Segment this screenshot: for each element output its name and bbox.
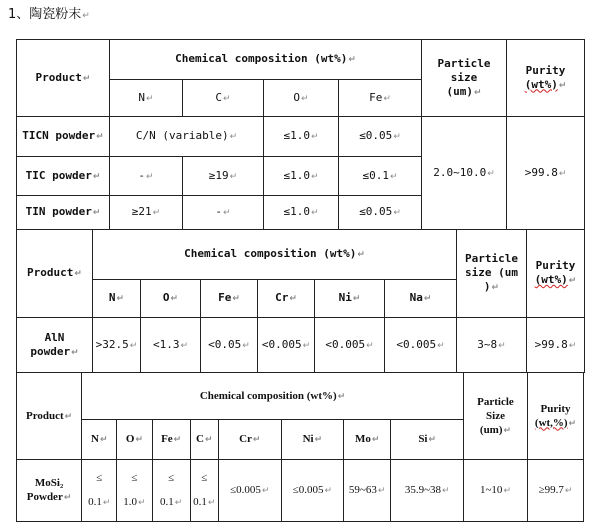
col-cr: Cr↵ bbox=[258, 280, 315, 318]
col-fe: Fe↵ bbox=[339, 80, 422, 117]
ticn-fe-value: ≤0.05↵ bbox=[339, 117, 422, 157]
mosi2-ni-value: ≤0.005↵ bbox=[281, 460, 343, 522]
mosi2-mo-value: 59~63↵ bbox=[343, 460, 391, 522]
tin-n-value: ≥21↵ bbox=[110, 196, 183, 230]
col-n: N↵ bbox=[93, 280, 141, 318]
section-heading bbox=[8, 3, 90, 22]
particle-size-value: 2.0~10.0↵ bbox=[422, 117, 507, 230]
purity-header: Purity (wt%)↵ bbox=[527, 230, 585, 318]
purity-value: >99.8↵ bbox=[507, 117, 585, 230]
col-si: Si↵ bbox=[391, 420, 463, 460]
product-header: Product↵ bbox=[17, 373, 82, 460]
col-ni: Ni↵ bbox=[281, 420, 343, 460]
product-tic: TIC powder↵ bbox=[17, 157, 110, 196]
aln-fe-value: <0.05↵ bbox=[201, 318, 258, 373]
ticn-nc-value: C/N (variable)↵ bbox=[110, 117, 264, 157]
mosi2-n-value: ≤ 0.1↵ bbox=[82, 460, 117, 522]
mosi2-c-value: ≤ 0.1↵ bbox=[190, 460, 218, 522]
chem-composition-header: Chemical composition (wt%)↵ bbox=[110, 40, 422, 80]
tic-n-value: -↵ bbox=[110, 157, 183, 196]
col-c: C↵ bbox=[190, 420, 218, 460]
mosi2-si-value: 35.9~38↵ bbox=[391, 460, 463, 522]
col-fe: Fe↵ bbox=[152, 420, 190, 460]
col-cr: Cr↵ bbox=[218, 420, 281, 460]
tin-c-value: -↵ bbox=[183, 196, 264, 230]
aln-particle-value: 3~8↵ bbox=[457, 318, 527, 373]
product-aln: AlN powder↵ bbox=[17, 318, 93, 373]
col-fe: Fe↵ bbox=[201, 280, 258, 318]
aln-ni-value: <0.005↵ bbox=[315, 318, 385, 373]
mosi2-cr-value: ≤0.005↵ bbox=[218, 460, 281, 522]
aln-purity-value: >99.8↵ bbox=[527, 318, 585, 373]
aln-na-value: <0.005↵ bbox=[385, 318, 457, 373]
tic-c-value: ≥19↵ bbox=[183, 157, 264, 196]
product-ticn: TICN powder↵ bbox=[17, 117, 110, 157]
purity-header: Purity (wt%)↵ bbox=[507, 40, 585, 117]
particle-size-header: Particle size (um)↵ bbox=[422, 40, 507, 117]
mosi2-fe-value: ≤ 0.1↵ bbox=[152, 460, 190, 522]
col-o: O↵ bbox=[141, 280, 201, 318]
particle-size-header: Particle Size (um)↵ bbox=[463, 373, 527, 460]
col-n: N↵ bbox=[82, 420, 117, 460]
aln-n-value: >32.5↵ bbox=[93, 318, 141, 373]
particle-size-header: Particle size (um )↵ bbox=[457, 230, 527, 318]
tic-fe-value: ≤0.1↵ bbox=[339, 157, 422, 196]
product-mosi2: MoSi₂ Powder↵ bbox=[17, 460, 82, 522]
purity-header: Purity (wt,%)↵ bbox=[528, 373, 584, 460]
tic-o-value: ≤1.0↵ bbox=[264, 157, 339, 196]
ticn-tic-tin-table bbox=[16, 39, 585, 230]
aln-table bbox=[16, 229, 585, 373]
col-na: Na↵ bbox=[385, 280, 457, 318]
chem-composition-header: Chemical composition (wt%)↵ bbox=[82, 373, 464, 420]
tin-fe-value: ≤0.05↵ bbox=[339, 196, 422, 230]
paragraph-mark: ↵ bbox=[82, 11, 90, 21]
mosi2-purity-value: ≥99.7↵ bbox=[528, 460, 584, 522]
product-header: Product↵ bbox=[17, 40, 110, 117]
ticn-o-value: ≤1.0↵ bbox=[264, 117, 339, 157]
chem-composition-header: Chemical composition (wt%)↵ bbox=[93, 230, 457, 280]
aln-o-value: <1.3↵ bbox=[141, 318, 201, 373]
product-header: Product↵ bbox=[17, 230, 93, 318]
product-tin: TIN powder↵ bbox=[17, 196, 110, 230]
mosi2-o-value: ≤ 1.0↵ bbox=[117, 460, 152, 522]
col-ni: Ni↵ bbox=[315, 280, 385, 318]
tin-o-value: ≤1.0↵ bbox=[264, 196, 339, 230]
heading-text: 1、陶瓷粉末 bbox=[8, 7, 82, 22]
col-o: O↵ bbox=[264, 80, 339, 117]
aln-cr-value: <0.005↵ bbox=[258, 318, 315, 373]
mosi2-table bbox=[16, 372, 584, 522]
col-mo: Mo↵ bbox=[343, 420, 391, 460]
col-c: C↵ bbox=[183, 80, 264, 117]
col-o: O↵ bbox=[117, 420, 152, 460]
mosi2-particle-value: 1~10↵ bbox=[463, 460, 527, 522]
col-n: N↵ bbox=[110, 80, 183, 117]
